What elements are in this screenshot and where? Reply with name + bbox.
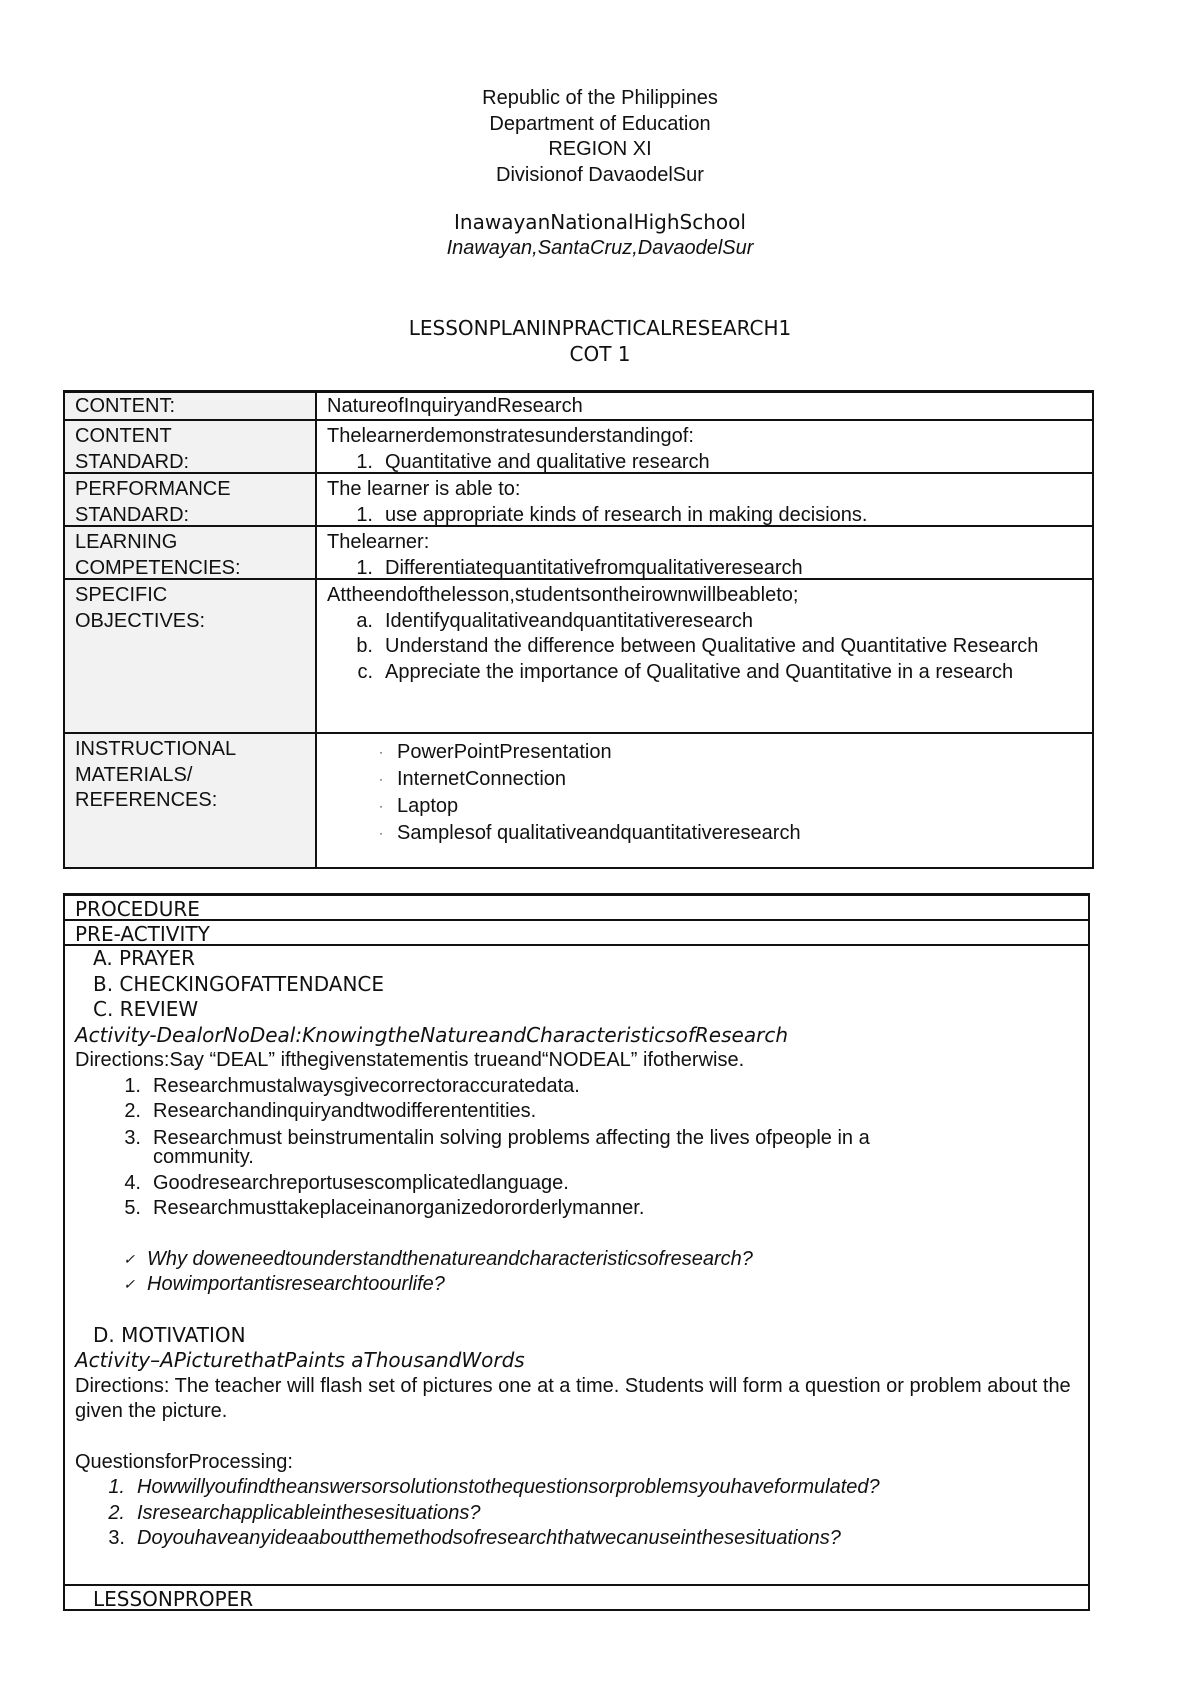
activity-picture: Activity–APicturethatPaints aThousandWords xyxy=(75,1348,525,1372)
objective-item xyxy=(327,634,1082,660)
plan-subtitle: COT 1 xyxy=(569,341,631,366)
item-text: InternetConnection xyxy=(397,768,567,790)
item-text: Differentiatequantitativefromqualitativeresearch xyxy=(385,556,803,578)
directions-picture: Directions: The teacher will flash set of pictures one at a time. Students will form a question or problem about the given the picture. xyxy=(75,1374,1071,1422)
label-learning-competencies xyxy=(65,527,317,578)
item-text: Doyouhaveanyideaaboutthemethodsofresearchthatwecanuseinthesesituations? xyxy=(137,1527,841,1549)
lesson-info-table xyxy=(63,390,1094,869)
item-number: 3. xyxy=(124,1126,141,1149)
row-instructional-materials xyxy=(65,734,1092,867)
item-number: 1. xyxy=(124,1074,141,1097)
statement-item xyxy=(75,1126,1078,1168)
item-text: PowerPointPresentation xyxy=(397,741,612,763)
bullet-icon: · xyxy=(379,772,383,786)
pre-activity-heading: PRE-ACTIVITY xyxy=(65,921,1088,946)
item-text: Samplesof qualitativeandquantitativeresearch xyxy=(397,822,801,844)
procedure-heading: PROCEDURE xyxy=(65,896,1088,921)
label-specific-objectives xyxy=(65,580,317,732)
row-specific-objectives xyxy=(65,580,1092,734)
processing-question xyxy=(75,1526,1078,1552)
item-text: use appropriate kinds of research in making decisions. xyxy=(385,503,868,525)
material-item xyxy=(327,820,1082,847)
item-letter: a. xyxy=(356,609,373,632)
value-content-standard xyxy=(317,421,1092,472)
plan-title: LESSONPLANINPRACTICALRESEARCH1 xyxy=(408,316,792,340)
objective-item xyxy=(327,609,1082,635)
value-text: Thelearnerdemonstratesunderstandingof: xyxy=(327,425,694,447)
question-text: Why doweneedtounderstandthenatureandcharacteristicsofresearch? xyxy=(147,1247,753,1270)
item-text: Researchmustalwaysgivecorrectoraccuratedata. xyxy=(153,1074,580,1097)
header-division: Divisionof DavaodelSur xyxy=(496,163,704,186)
bullet-icon: · xyxy=(379,826,383,840)
value-learning-competencies xyxy=(317,527,1092,578)
step-motivation: D. MOTIVATION xyxy=(93,1322,246,1347)
label-text: MATERIALS/ xyxy=(75,763,193,786)
item-number: 1. xyxy=(356,450,373,472)
label-text: COMPETENCIES: xyxy=(75,556,241,579)
header-region: REGION XI xyxy=(548,138,652,160)
lesson-proper-heading: LESSONPROPER xyxy=(65,1584,1088,1609)
row-learning-competencies xyxy=(65,527,1092,580)
procedure-body xyxy=(65,946,1088,1552)
statement-item xyxy=(75,1099,1078,1125)
bullet-icon: · xyxy=(379,745,383,759)
check-icon: ✓ xyxy=(123,1250,135,1267)
row-performance-standard xyxy=(65,474,1092,527)
check-icon: ✓ xyxy=(123,1276,135,1292)
item-text: Howwillyoufindtheanswersorsolutionstothequestionsorproblemsyouhaveformulated? xyxy=(137,1476,880,1498)
step-review: C. REVIEW xyxy=(93,997,199,1021)
label-performance-standard xyxy=(65,474,317,525)
label-text: INSTRUCTIONAL xyxy=(75,738,237,760)
plan-title-block xyxy=(0,316,1200,367)
label-text: SPECIFIC xyxy=(75,584,168,606)
item-text: Quantitative and qualitative research xyxy=(385,450,710,472)
value-content: NatureofInquiryandResearch xyxy=(327,395,583,417)
item-text: Identifyqualitativeandquantitativeresearch xyxy=(385,609,754,632)
step-prayer: A. PRAYER xyxy=(93,946,196,970)
document-header xyxy=(0,86,1200,188)
objective-item xyxy=(327,660,1082,686)
item-number: 2. xyxy=(108,1501,125,1524)
item-number: 1. xyxy=(108,1476,125,1498)
material-item xyxy=(327,739,1082,766)
bullet-icon: · xyxy=(379,799,383,813)
statement-item xyxy=(75,1171,1078,1197)
item-text: Researchmust beinstrumentalin solving problems affecting the lives ofpeople in a community. xyxy=(153,1126,870,1168)
processing-question xyxy=(75,1475,1078,1501)
value-text: Attheendofthelesson,studentsontheirownwillbeableto; xyxy=(327,584,799,606)
label-content: CONTENT: xyxy=(65,393,317,419)
material-item xyxy=(327,793,1082,820)
label-text: LEARNING xyxy=(75,531,178,553)
item-letter: b. xyxy=(356,635,373,657)
label-text: STANDARD: xyxy=(75,450,190,473)
school-name: InawayanNationalHighSchool xyxy=(454,210,746,234)
label-text: CONTENT xyxy=(75,425,172,447)
question-text: Howimportantisresearchtoourlife? xyxy=(147,1273,445,1295)
list-item xyxy=(327,556,1082,579)
step-attendance: B. CHECKINGOFATTENDANCE xyxy=(93,971,385,996)
material-item xyxy=(327,766,1082,793)
value-text: The learner is able to: xyxy=(327,478,521,500)
item-number: 1. xyxy=(356,503,373,525)
school-address: Inawayan,SantaCruz,DavaodelSur xyxy=(446,236,754,259)
value-instructional-materials xyxy=(317,734,1092,867)
label-content-standard xyxy=(65,421,317,472)
item-text: Researchmusttakeplaceinanorganizedororderlymanner. xyxy=(153,1197,645,1219)
item-number: 1. xyxy=(356,556,373,578)
label-text: OBJECTIVES: xyxy=(75,609,206,632)
reflection-question xyxy=(75,1272,1078,1298)
header-republic: Republic of the Philippines xyxy=(482,87,718,109)
list-item xyxy=(327,450,1082,473)
item-text: Researchandinquiryandtwodifferententities. xyxy=(153,1100,537,1122)
statement-item xyxy=(75,1074,1078,1100)
value-text: Thelearner: xyxy=(327,531,430,553)
item-text: Understand the difference between Qualitative and Quantitative Research xyxy=(385,635,1039,657)
label-instructional-materials xyxy=(65,734,317,867)
item-text: Goodresearchreportusescomplicatedlanguage. xyxy=(153,1171,569,1194)
activity-deal-or-no-deal: Activity-DealorNoDeal:KnowingtheNatureandCharacteristicsofResearch xyxy=(75,1022,788,1047)
row-content xyxy=(65,393,1092,421)
item-text: Isresearchapplicableinthesesituations? xyxy=(137,1501,481,1524)
label-text: PERFORMANCE xyxy=(75,478,231,500)
item-letter: c. xyxy=(357,660,373,683)
item-text: Appreciate the importance of Qualitative and Quantitative in a research xyxy=(385,660,1014,683)
row-content-standard xyxy=(65,421,1092,474)
label-text: STANDARD: xyxy=(75,503,190,526)
item-number: 3. xyxy=(108,1527,125,1549)
item-number: 4. xyxy=(124,1171,141,1194)
school-block xyxy=(0,210,1200,261)
header-department: Department of Education xyxy=(489,112,711,135)
item-number: 2. xyxy=(124,1100,141,1122)
item-number: 5. xyxy=(124,1197,141,1219)
processing-label: QuestionsforProcessing: xyxy=(75,1450,293,1473)
label-text: REFERENCES: xyxy=(75,789,218,811)
statement-item xyxy=(75,1196,1078,1222)
list-item xyxy=(327,503,1082,526)
procedure-table xyxy=(63,893,1090,1611)
reflection-question xyxy=(75,1247,1078,1273)
item-text: Laptop xyxy=(397,795,459,817)
value-performance-standard xyxy=(317,474,1092,525)
processing-question xyxy=(75,1501,1078,1527)
value-specific-objectives xyxy=(317,580,1092,732)
directions-deal: Directions:Say “DEAL” ifthegivenstatementis trueand“NODEAL” ifotherwise. xyxy=(75,1049,745,1071)
